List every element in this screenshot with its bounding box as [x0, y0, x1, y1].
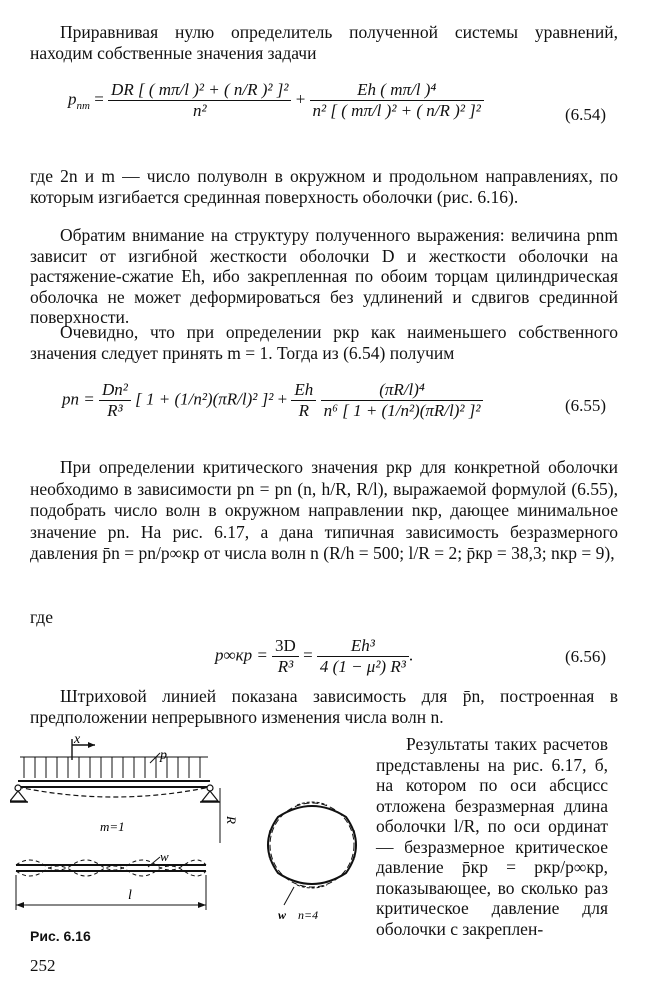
eq56-dot: .	[408, 645, 414, 665]
eq55-den-2: R	[298, 401, 310, 420]
label-l: l	[128, 888, 132, 903]
eq56-num-1: 3D	[272, 636, 299, 657]
eq54-denominator-1: n²	[192, 101, 207, 120]
label-p: p	[160, 748, 167, 763]
eq55-den-3: n⁶ [ 1 + (1/n²)(πR/l)² ]²	[323, 401, 481, 420]
eq55-bracket: [ 1 + (1/n²)(πR/l)² ]²	[135, 389, 274, 409]
eq55-num-2: Eh	[291, 380, 316, 401]
eq55-number: (6.55)	[565, 396, 607, 415]
eq56-fraction-2	[317, 636, 409, 677]
eq54-numerator-2: Eh ( mπ/l )⁴	[310, 80, 484, 101]
eq56-den-1: R³	[277, 657, 294, 676]
eq55-lhs: pn =	[62, 389, 95, 409]
label-m: m=1	[100, 819, 125, 834]
equation-6-56	[215, 636, 413, 677]
label-w-2: w	[278, 908, 287, 922]
eq54-lhs-sub: nm	[76, 99, 90, 112]
paragraph-critical: При определении критического значения pкр для конкретной оболочки необходимо в зависимости pn = pn (n, h/R, R/l), выражаемой формулой (6.55), подобрать число волн в окружном направлении nкр, дающее минимальное значение pn. На рис. 6.17, а дана типичная зависимость безразмерного давления p̄n = pn/p∞кр от числа волн n (R/h = 500; l/R = 2; p̄кр = 38,3; nкр = 9),	[30, 457, 618, 563]
eq56-num-2: Eh³	[317, 636, 409, 657]
eq54-fraction-1	[108, 80, 291, 121]
eq54-denominator-2: n² [ ( mπ/l )² + ( n/R )² ]²	[312, 101, 481, 120]
eq56-den-2: 4 (1 − μ²) R³	[319, 657, 406, 676]
paragraph-obviously: Очевидно, что при определении pкр как наименьшего собственного значения следует принять m = 1. Тогда из (6.54) получим	[30, 322, 618, 363]
eq55-fraction-1	[99, 380, 131, 421]
paragraph-structure: Обратим внимание на структуру полученного выражения: величина pnm зависит от изгибной жесткости оболочки D и жесткости оболочки на растяжение-сжатие Eh, ибо закрепленная по обоим торцам цилиндрическая оболочка не может деформироваться без удлинений и сдвигов срединной поверхности.	[30, 225, 618, 327]
figure-6-16	[10, 735, 365, 935]
load-arrows	[24, 757, 200, 778]
paragraph-results: Результаты таких расчетов представлены на рис. 6.17, б, на котором по оси абсцисс отложена безразмерная длина оболочки l/R, по оси ординат — безразмерное критическое давление p̄кр = pкр/p∞кр, показывающее, во сколько раз критическое давление для оболочки с закреплен-	[376, 734, 608, 939]
paragraph-where-n-m: где 2n и m — число полуволн в окружном и продольном направлениях, по которым изгибается срединная поверхность оболочки (рис. 6.16).	[30, 166, 618, 207]
eq54-fraction-2	[310, 80, 484, 121]
paragraph-intro: Приравнивая нулю определитель полученной системы уравнений, находим собственные значения задачи	[30, 22, 618, 63]
label-w-1: w	[160, 849, 169, 864]
eq56-fraction-1	[272, 636, 299, 677]
eq54-plus: +	[295, 89, 306, 109]
eq55-plus: +	[277, 389, 288, 409]
shell-cross-section	[268, 802, 356, 922]
page-number: 252	[30, 956, 56, 975]
equation-6-54: $p_{nm}$ = $\frac{\text{DR [ ( mπ/l )² + ( n/R )² ]²}}{\text{n²}}$ + $\frac{\text{Eh ( mπ/l )⁴}}{\text{n² [ ( mπ/l )² + ( n/R )² ]²}}$	[68, 80, 484, 121]
paragraph-dashed: Штриховой линией показана зависимость для p̄n, построенная в предположении непрерывного изменения числа волн n.	[30, 686, 618, 727]
eq56-equals: =	[303, 645, 313, 665]
shell-deflection-sketch	[16, 849, 206, 910]
eq55-num-1: Dn²	[99, 380, 131, 401]
eq54-lhs: p	[68, 89, 77, 109]
eq54-numerator-1: DR [ ( mπ/l )² + ( n/R )² ]²	[108, 80, 291, 101]
equation-6-55	[62, 380, 483, 421]
eq55-den-1: R³	[107, 401, 123, 420]
eq54-number: (6.54)	[565, 105, 607, 124]
eq56-number: (6.56)	[565, 647, 607, 666]
eq55-fraction-2	[291, 380, 316, 421]
label-x: x	[74, 735, 81, 747]
shell-axial-section	[10, 735, 239, 843]
eq55-num-3: (πR/l)⁴	[321, 380, 484, 401]
label-R: R	[224, 816, 239, 824]
figure-caption: Рис. 6.16	[30, 928, 91, 944]
eq55-fraction-3	[321, 380, 484, 421]
label-n: n=4	[298, 908, 319, 922]
paragraph-where: где	[30, 607, 53, 627]
eq56-lhs: p∞кр =	[215, 645, 268, 665]
